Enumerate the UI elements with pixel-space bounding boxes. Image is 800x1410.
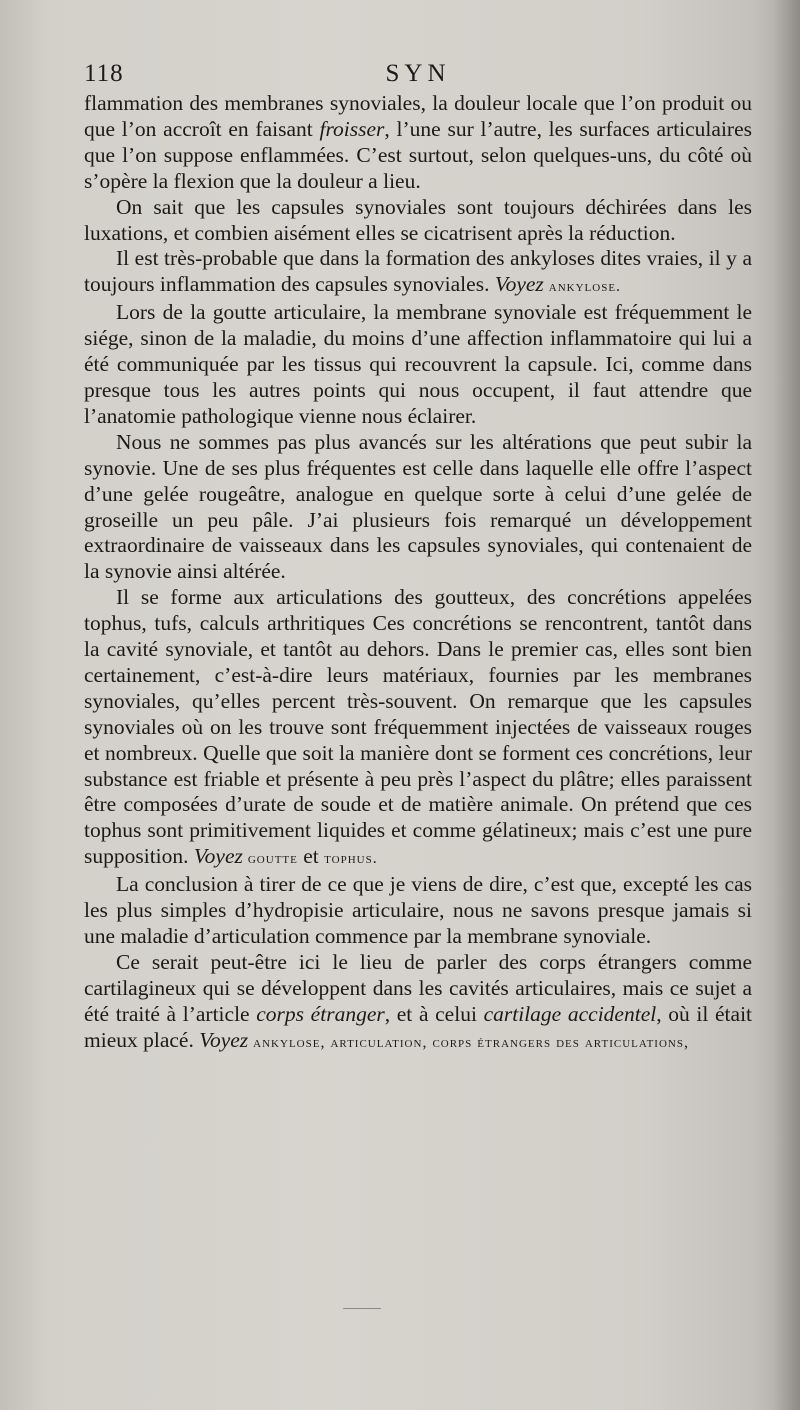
page-header: [84, 60, 752, 94]
text-run: Ce serait peut-être ici le lieu de parler des corps étrangers comme cartilagineux qui se développent dans les cavités articulaires, mais ce sujet a été traité à l’article: [84, 949, 752, 1026]
italic-run: cartilage accidentel: [483, 1001, 657, 1026]
small-caps-run: goutte: [242, 850, 298, 868]
text-run: La conclusion à tirer de ce que je viens de dire, c’est que, excepté les cas les plus simples d’hydropisie articulaire, nous ne savons presque jamais si une maladie d’articulation commence par la membrane synoviale.: [84, 872, 752, 948]
paragraph: [84, 950, 752, 1056]
text-run: Il se forme aux articulations des goutteux, des concrétions appelées tophus, tufs, calculs arthritiques Ces concrétions se rencontrent, tantôt dans la cavité synoviale, et tantôt au dehors. Dans le premier cas, elles sont bien certainement, c’est-à-dire leurs matériaux, fournies par les membranes synoviales, qu’elles percent très-souvent. On remarque que les capsules synoviales où on les trouve sont fréquemment injectées de vaisseaux rouges et nombreux. Quelle que soit la manière dont se forment ces concrétions, leur substance est friable et présente à peu près l’aspect du plâtre; elles paraissent être composées d’urate de soude et de matière animale. On prétend que ces tophus sont primitivement liquides et comme gélatineux; mais c’est une pure supposition.: [84, 585, 752, 869]
text-run: Il est très-probable que dans la formation des ankyloses dites vraies, il y a toujours inflammation des capsules synoviales.: [84, 246, 752, 297]
text-run: Lors de la goutte articulaire, la membrane synoviale est fréquemment le siége, sinon de la maladie, du moins d’une affection inflammatoire qui lui a été communiquée par les tissus qui recouvrent la capsule. Ici, comme dans presque tous les autres points qui nous occupent, il faut attendre que l’anatomie pathologique vienne nous éclairer.: [84, 300, 752, 428]
text-run: , et à celui: [384, 1001, 484, 1026]
text-run: et: [297, 844, 325, 869]
italic-run: Voyez: [494, 272, 544, 297]
small-caps-run: ankylose.: [543, 278, 622, 296]
paragraph: [84, 195, 752, 247]
paragraph: [84, 91, 752, 195]
paragraph: [84, 430, 752, 585]
text-run: , où il était mieux placé.: [84, 1001, 753, 1052]
text-run: flammation des membranes synoviales, la douleur locale que l’on produit ou que l’on accroît en faisant: [84, 91, 752, 141]
text-run: , l’une sur l’autre, les surfaces articulaires que l’on suppose enflammées. C’est surtout, selon quelques-uns, du côté où s’opère la flexion que la douleur a lieu.: [84, 116, 752, 193]
body-text: [84, 91, 752, 1056]
small-caps-run: ankylose, articulation, corps étrangers des articulations,: [248, 1033, 689, 1051]
text-run: Nous ne sommes pas plus avancés sur les altérations que peut subir la synovie. Une de ses plus fréquentes est celle dans laquelle elle offre l’aspect d’une gelée rougeâtre, analogue en quelque sorte à celui d’une gelée de groseille un peu pâle. J’ai plusieurs fois remarqué un développement extraordinaire de vaisseaux dans les capsules synoviales, qui contenaient de la synovie ainsi altérée.: [84, 429, 752, 584]
running-head: SYN: [385, 60, 451, 87]
italic-run: Voyez: [199, 1027, 249, 1052]
bottom-rule: [343, 1308, 381, 1309]
italic-run: Voyez: [193, 844, 243, 869]
paragraph: [84, 300, 752, 430]
paragraph: [84, 872, 752, 950]
page-number: 118: [84, 60, 124, 87]
italic-run: froisser: [319, 116, 385, 141]
small-caps-run: tophus.: [324, 850, 378, 868]
paragraph: [84, 585, 752, 872]
italic-run: corps étranger: [256, 1001, 385, 1026]
paragraph: [84, 246, 752, 300]
text-run: On sait que les capsules synoviales sont toujours déchirées dans les luxations, et combien aisément elles se cicatrisent après la réduction.: [84, 194, 752, 245]
